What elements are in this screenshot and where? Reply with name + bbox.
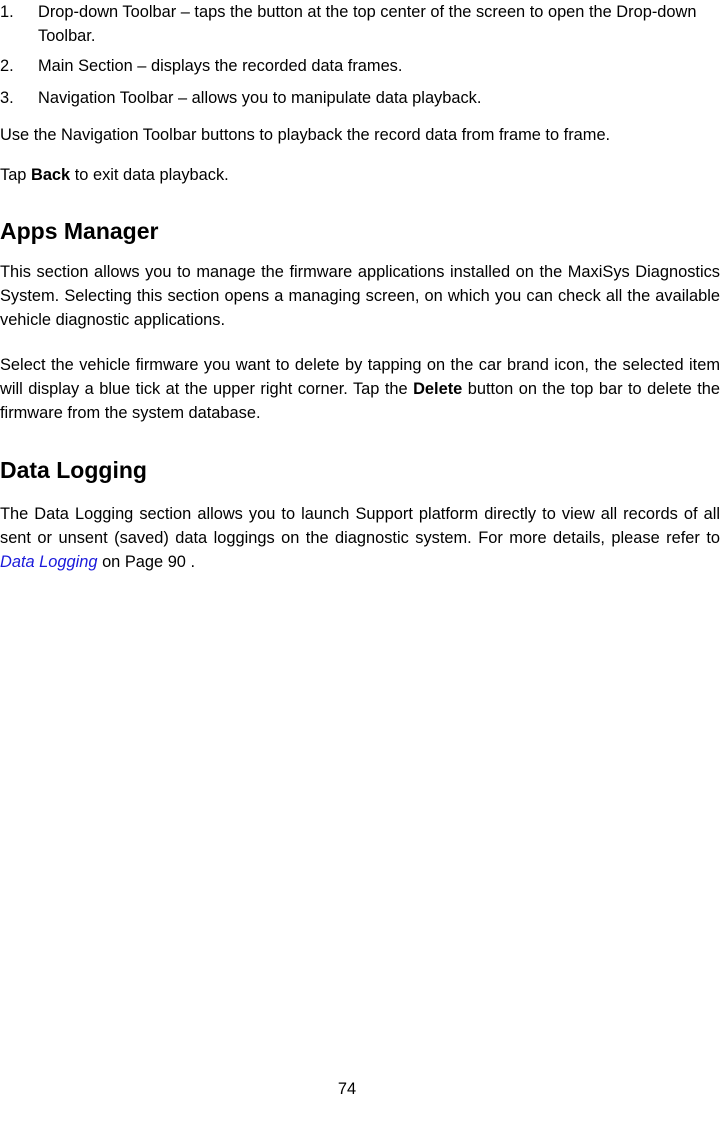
delete-bold-label: Delete <box>413 380 463 398</box>
list-item-text: Main Section – displays the recorded data frames. <box>38 57 403 75</box>
text-span: to exit data playback. <box>70 166 229 184</box>
text-span: Select the vehicle firmware you want to delete by tapping on the car brand icon, the selected item will display a blue tick at the upper right corner. Tap the <box>0 356 720 398</box>
data-logging-paragraph <box>0 502 720 574</box>
text-span: The Data Logging section allows you to launch Support platform directly to view all records of all sent or unsent (saved) data loggings on the diagnostic system. For more details, please refer to <box>0 505 720 547</box>
data-logging-heading: Data Logging <box>0 457 147 483</box>
list-item-text: Navigation Toolbar – allows you to manipulate data playback. <box>38 89 482 107</box>
data-logging-link[interactable]: Data Logging <box>0 553 98 571</box>
list-number: 3. <box>0 89 14 107</box>
apps-manager-paragraph-2 <box>0 353 720 425</box>
back-paragraph <box>0 163 720 187</box>
text-span: Tap <box>0 166 31 184</box>
back-bold-label: Back <box>30 166 71 184</box>
list-item <box>0 54 720 78</box>
numbered-list <box>0 0 720 110</box>
apps-manager-heading: Apps Manager <box>0 218 159 244</box>
text-span: on Page 90 . <box>97 553 196 571</box>
list-number: 2. <box>0 57 14 75</box>
list-item-text: Drop-down Toolbar – taps the button at the top center of the screen to open the Drop-down Toolbar. <box>38 3 697 45</box>
list-item <box>0 0 720 48</box>
list-number: 1. <box>0 3 14 21</box>
list-item <box>0 86 720 110</box>
apps-manager-paragraph-1: This section allows you to manage the firmware applications installed on the MaxiSys Diagnostics System. Selecting this section opens a managing screen, on which you can check all the available vehicle diagnostic applications. <box>0 263 720 329</box>
navigation-toolbar-paragraph: Use the Navigation Toolbar buttons to playback the record data from frame to frame. <box>0 126 611 144</box>
page-number: 74 <box>337 1080 357 1098</box>
text-span: button on the top bar to delete the firmware from the system database. <box>0 380 720 422</box>
